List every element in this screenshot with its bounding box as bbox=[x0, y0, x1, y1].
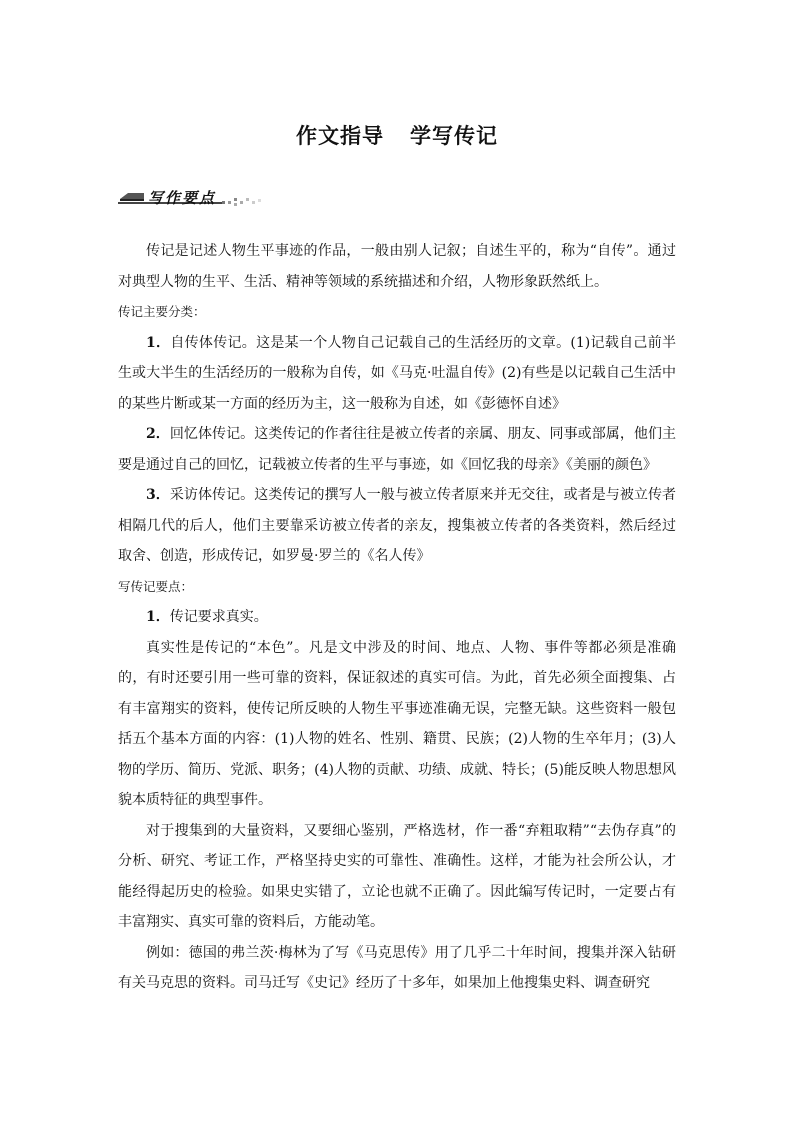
section-label: 写作要点 bbox=[148, 189, 217, 207]
type2-number: 2． bbox=[146, 426, 170, 442]
truth-paragraph: 真实性是传记的“本色”。凡是文中涉及的时间、地点、人物、事件等都必须是准确的，有时还要引用一些可靠的资料，保证叙述的真实可信。为此，首先必须全面搜集、占有丰富翔实的资料，使传记所反映的人物生平事迹准确无误，完整无缺。这些资料一般包括五个基本方面的内容：(1)人物的姓名、性别、籍贯、民族；(2)人物的生卒年月；(3)人物的学历、简历、党派、职务；(4)人物的贡献、功绩、成就、特长；(5)能反映人物思想风貌本质特征的典型事件。 bbox=[118, 639, 676, 808]
type3-text: 这类传记的撰写人一般与被立传者原来并无交往，或者是与被立传者相隔几代的后人，他们主要靠采访被立传者的亲友，搜集被立传者的各类资料，然后经过取舍、创造，形成传记，如罗曼·罗兰的《名人传》 bbox=[118, 487, 677, 564]
page-title bbox=[0, 120, 794, 150]
materials-paragraph: 对于搜集到的大量资料，又要细心鉴别，严格选材，作一番“弃粗取精”“去伪存真”的分析、研究、考证工作，严格坚持史实的可靠性、准确性。这样，才能为社会所公认，才能经得起历史的检验。如果史实错了，立论也就不正确了。因此编写传记时，一定要占有丰富翔实、真实可靠的资料后，方能动笔。 bbox=[118, 822, 676, 930]
type3-paragraph bbox=[118, 480, 676, 572]
type2-text: 这类传记的作者往往是被立传者的亲属、朋友、同事或部属，他们主要是通过自己的回忆，记载被立传者的生平与事迹，如《回忆我的母亲》《美丽的颜色》 bbox=[118, 426, 677, 473]
intro-paragraph: 传记是记述人物生平事迹的作品，一般由别人记叙；自述生平的，称为“自传”。通过对典型人物的生平、生活、精神等领域的系统描述和介绍，人物形象跃然纸上。 bbox=[118, 243, 676, 290]
classify-heading: 传记主要分类： bbox=[118, 304, 206, 319]
points-heading: 写传记要点： bbox=[118, 578, 194, 594]
type2-name: 回忆体传记。 bbox=[169, 426, 255, 442]
example-paragraph: 例如：德国的弗兰茨·梅林为了写《马克思传》用了几乎二十年时间，搜集并深入钻研有关马克思的资料。司马迁写《史记》经历了十多年，如果加上他搜集史料、调查研究 bbox=[118, 944, 676, 991]
title-part2: 学写传记 bbox=[410, 124, 498, 148]
type1-text: 这是某一个人物自己记载自己的生活经历的文章。(1)记载自己前半生或大半生的生活经历的一般称为自传，如《马克·吐温自传》(2)有些是以记载自己生活中的某些片断或某一方面的经历为主，这一般称为自述，如《彭德怀自述》 bbox=[118, 334, 676, 412]
section-header bbox=[118, 186, 268, 208]
point1-number: 1． bbox=[146, 609, 170, 625]
type3-number: 3． bbox=[146, 487, 170, 503]
title-part1: 作文指导 bbox=[296, 124, 384, 148]
type1-paragraph bbox=[118, 328, 676, 420]
type3-name: 采访体传记。 bbox=[169, 487, 255, 503]
point1-paragraph bbox=[118, 602, 676, 633]
type1-name: 自传体传记。 bbox=[170, 334, 257, 351]
point1-name: 传记要求真实。 bbox=[169, 609, 268, 625]
body-text bbox=[118, 236, 676, 999]
type2-paragraph bbox=[118, 419, 676, 480]
type1-number: 1． bbox=[146, 334, 171, 351]
